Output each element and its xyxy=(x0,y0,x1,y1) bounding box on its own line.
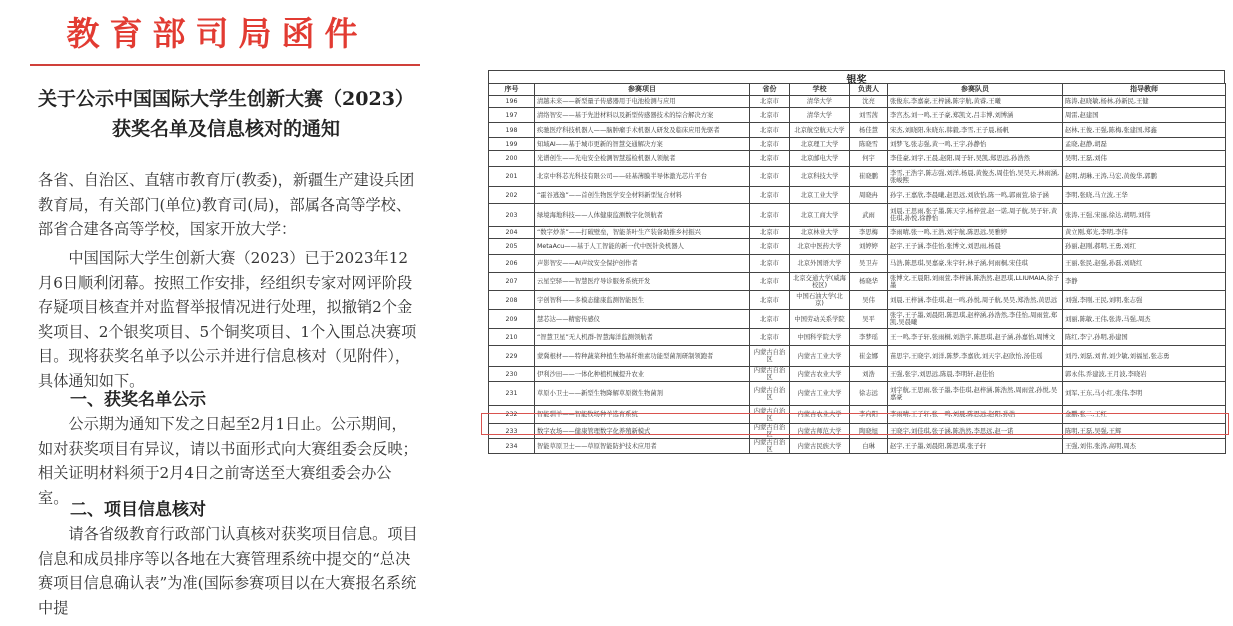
table-cell: 刘晨,王梓涵,李佳琪,赵一鸣,孙悦,周子航,吴昊,郑浩然,黄思远 xyxy=(888,291,1063,310)
table-cell: 内蒙古工业大学 xyxy=(790,382,850,406)
table-cell: 北京邮电大学 xyxy=(790,151,850,167)
table-caption: 银奖 xyxy=(488,70,1225,83)
table-cell: 内蒙古农业大学 xyxy=(790,367,850,382)
table-cell: 光谱创生——光电安全检测智慧巡检机器人领航者 xyxy=(535,151,750,167)
table-cell: 吴卫卉 xyxy=(850,255,888,273)
table-cell: 宋杰,刘晓阳,朱晓东,韩毅,李雪,王子晨,杨帆 xyxy=(888,123,1063,138)
table-cell: 199 xyxy=(489,138,535,151)
table-cell: 207 xyxy=(489,273,535,291)
table-cell: 中国石油大学(北京) xyxy=(790,291,850,310)
table-cell: 周雷,赵建国 xyxy=(1063,108,1226,123)
table-cell: 清越未来——新型量子传感器用于电池检测与应用 xyxy=(535,96,750,108)
table-cell: 孟晓,赵静,胡磊 xyxy=(1063,138,1226,151)
table-cell: 北京科技大学 xyxy=(790,167,850,187)
table-cell: 刘丹,刘磊,刘青,刘少敏,刘福星,张志勇 xyxy=(1063,346,1226,367)
table-cell: 赵明,胡琳,王涛,马宏,黄俊华,郭鹏 xyxy=(1063,167,1226,187)
addressee-paragraph: 各省、自治区、直辖市教育厅(教委)，新疆生产建设兵团教育局，有关部门(单位)教育司(局)，部属各高等学校、部省合建各高等学校，国家开放大学： xyxy=(38,171,415,238)
table-cell: 北京市 xyxy=(750,167,790,187)
table-cell: 疾驰医疗科技机器人——脑肿瘤手术机器人研发及临床应用先驱者 xyxy=(535,123,750,138)
table-cell: 李思梅 xyxy=(850,227,888,239)
table-cell: 北京市 xyxy=(750,204,790,227)
table-cell: 陈明,王磊,吴强,王辉 xyxy=(1063,424,1226,439)
table-row xyxy=(489,108,1226,123)
table-cell: 231 xyxy=(489,382,535,406)
table-cell: 李雨晴,张一鸣,王浩,刘宇航,陈思远,吴雅婷 xyxy=(888,227,1063,239)
table-cell: 李明,张晓,马立波,王华 xyxy=(1063,187,1226,204)
table-cell: 李梦瑶 xyxy=(850,329,888,346)
table-cell: 209 xyxy=(489,310,535,329)
table-row xyxy=(489,239,1226,255)
table-cell: 北京工业大学 xyxy=(790,187,850,204)
table-cell: 陶晓旭 xyxy=(850,424,888,439)
table-cell: 王晓宇,刘佳琪,张子涵,陈浩然,李思远,赵一诺 xyxy=(888,424,1063,439)
table-cell: 206 xyxy=(489,255,535,273)
table-cell: 吴平 xyxy=(850,310,888,329)
column-header: 参赛队员 xyxy=(888,84,1063,96)
table-cell: 北京市 xyxy=(750,187,790,204)
table-cell: 知域AI——基于城市更新的智慧交通解决方案 xyxy=(535,138,750,151)
table-cell: 202 xyxy=(489,187,535,204)
column-header: 序号 xyxy=(489,84,535,96)
table-cell: 刘强,李刚,王民,刘明,张志强 xyxy=(1063,291,1226,310)
table-cell: 张宇,王子墨,刘晨阳,陈思琪,赵梓涵,孙浩然,李佳怡,周雨萱,郑凯,吴晨曦 xyxy=(888,310,1063,329)
notice-title xyxy=(26,84,426,144)
table-row xyxy=(489,255,1226,273)
table-cell: 清华大学 xyxy=(790,108,850,123)
table-cell: 张博文,王晨阳,刘雨萱,李梓涵,陈浩然,赵思琪,LLIUMAIA,徐子墨 xyxy=(888,273,1063,291)
table-cell: 北京市 xyxy=(750,138,790,151)
table-cell: “智慧卫星”无人机群-智慧海洋监测领航者 xyxy=(535,329,750,346)
table-cell: 孙宇,王嘉欣,李晨曦,赵思远,刘欣怡,陈一鸣,郭雨萱,徐子涵 xyxy=(888,187,1063,204)
table-cell: 刘晨,王思雨,张子墨,陈天宇,杨梓萱,赵一诺,周子航,吴子轩,黄佳琪,孙悦,徐静怡 xyxy=(888,204,1063,227)
table-cell: 北京市 xyxy=(750,310,790,329)
table-cell: 周晓冉 xyxy=(850,187,888,204)
publicity-paragraph: 公示期为通知下发之日起至2月1日止。公示期间，如对获奖项目有异议，请以书面形式向大赛组委会反映；相关证明材料须于2月4日之前寄送至大赛组委会办公室。 xyxy=(38,415,418,507)
title-line-1: 关于公示中国国际大学生创新大赛（2023） xyxy=(38,88,414,110)
table-cell: 杨晓华 xyxy=(850,273,888,291)
table-cell: 刘梦飞,张志强,黄一鸣,王宇,孙静怡 xyxy=(888,138,1063,151)
table-cell: 陈涛,赵晓敏,杨林,孙新民,王健 xyxy=(1063,96,1226,108)
table-cell: 内蒙古自治区 xyxy=(750,424,790,439)
table-row xyxy=(489,273,1226,291)
table-cell: 196 xyxy=(489,96,535,108)
column-header: 参赛项目 xyxy=(535,84,750,96)
table-cell: 内蒙古自治区 xyxy=(750,406,790,424)
table-cell: 内蒙古师范大学 xyxy=(790,424,850,439)
award-list-table-panel xyxy=(488,70,1225,454)
table-cell: 伊利沙田——一体化种植机械提升农业 xyxy=(535,367,750,382)
table-cell: 210 xyxy=(489,329,535,346)
table-row xyxy=(489,204,1226,227)
table-cell: 北京市 xyxy=(750,96,790,108)
table-cell: 北京市 xyxy=(750,291,790,310)
table-cell: 吴明,王磊,刘伟 xyxy=(1063,151,1226,167)
table-cell: 内蒙古自治区 xyxy=(750,367,790,382)
table-cell: 郭永伟,乔建波,王月波,李晓岩 xyxy=(1063,367,1226,382)
table-row xyxy=(489,329,1226,346)
table-cell: 230 xyxy=(489,367,535,382)
verification-paragraph: 请各省级教育行政部门认真核对获奖项目信息。项目信息和成员排序等以各地在大赛管理系统中提交的“总决赛项目信息确认表”为准(国际参赛项目以在大赛报名系统中提 xyxy=(38,525,418,617)
table-row xyxy=(489,151,1226,167)
table-cell: 北京交通大学(威海校区) xyxy=(790,273,850,291)
table-cell: 王强,刘伟,张涛,高明,周杰 xyxy=(1063,439,1226,454)
table-cell: 232 xyxy=(489,406,535,424)
table-cell: 武雨 xyxy=(850,204,888,227)
table-cell: 马浩,陈思琪,吴嘉豪,朱宇轩,林子涵,何雨桐,宋佳琪 xyxy=(888,255,1063,273)
table-cell: 孙丽,赵刚,郝明,王勇,刘红 xyxy=(1063,239,1226,255)
table-cell: 草原小卫士——新型生物降解草原微生物菌剂 xyxy=(535,382,750,406)
table-cell: 北京林业大学 xyxy=(790,227,850,239)
table-cell: 内蒙古工业大学 xyxy=(790,346,850,367)
table-cell: 赵宇,王子墨,刘晨阳,陈思琪,张子轩 xyxy=(888,439,1063,454)
intro-paragraph: 中国国际大学生创新大赛（2023）已于2023年12月6日顺利闭幕。按照工作安排，经组织专家对网评阶段存疑项目核查并对监督举报情况进行处理，拟撤销2个金奖项目、2个银奖项目、5个铜奖项目、1个入围总决赛项目。现将获奖名单予以公示并进行信息核对（见附件），具体通知如下。 xyxy=(38,249,417,390)
table-cell: 北京航空航天大学 xyxy=(790,123,850,138)
table-row xyxy=(489,439,1226,454)
table-cell: 李向阳 xyxy=(850,406,888,424)
table-row xyxy=(489,96,1226,108)
table-cell: 北京市 xyxy=(750,273,790,291)
table-cell: 201 xyxy=(489,167,535,187)
table-cell: 清络智安——基于先进材料以及新型传感器技术的综合解决方案 xyxy=(535,108,750,123)
table-cell: 李雨晴,王子轩,张一鸣,刘晨,陈思远,赵阳,孙浩 xyxy=(888,406,1063,424)
table-cell: 宇创智科——多模态健康监测智能医生 xyxy=(535,291,750,310)
table-cell: “数字炒茶”——打破壁垒，智能茶叶生产装备助推乡村振兴 xyxy=(535,227,750,239)
table-cell: 陈晓雪 xyxy=(850,138,888,151)
table-cell: 北京中科芯光科技有限公司——硅基薄膜半导体激光芯片平台 xyxy=(535,167,750,187)
table-cell: 中国科学院大学 xyxy=(790,329,850,346)
section-heading-1: 一、获奖名单公示 xyxy=(70,390,206,410)
table-cell: 苗思宇,王晓宇,刘洋,陈梦,李嘉欣,刘天宇,赵欣怡,汤佳瑶 xyxy=(888,346,1063,367)
table-cell: 李佳豪,刘宇,王晨,赵阳,周子轩,吴凯,郑思远,孙浩然 xyxy=(888,151,1063,167)
table-cell: 赵林,王俊,王强,陈梅,张建国,郑鑫 xyxy=(1063,123,1226,138)
table-cell: 北京市 xyxy=(750,255,790,273)
notice-document xyxy=(0,0,440,626)
table-cell: 黄立刚,郑光,李明,李伟 xyxy=(1063,227,1226,239)
table-cell: 刘婷婷 xyxy=(850,239,888,255)
table-cell: “霍谷逃逸”——首创生物医学安全材料新型复合材料 xyxy=(535,187,750,204)
header-divider xyxy=(30,64,420,66)
table-cell: 白琳 xyxy=(850,439,888,454)
table-cell: 197 xyxy=(489,108,535,123)
column-header: 指导教师 xyxy=(1063,84,1226,96)
table-cell: 北京市 xyxy=(750,329,790,346)
table-cell: 张涛,王强,宋丽,徐达,胡明,刘伟 xyxy=(1063,204,1226,227)
table-cell: 北京市 xyxy=(750,239,790,255)
table-cell: 李雪,王浩宇,陈志强,刘洋,杨晨,黄俊杰,周佳怡,吴昊天,林雨涵,张峻熙 xyxy=(888,167,1063,187)
table-cell: 刘军,王东,马小红,张伟,李明 xyxy=(1063,382,1226,406)
table-cell: 北京市 xyxy=(750,123,790,138)
table-cell: 张俊东,李嘉豪,王梓涵,陈宇航,黄睿,王曦 xyxy=(888,96,1063,108)
table-cell: 刘雪茜 xyxy=(850,108,888,123)
table-cell: 智能草原卫士——草原智能防护技术应用者 xyxy=(535,439,750,454)
table-row xyxy=(489,310,1226,329)
table-row xyxy=(489,291,1226,310)
table-cell: 崔晓鹏 xyxy=(850,167,888,187)
title-line-2: 获奖名单及信息核对的通知 xyxy=(111,118,340,140)
table-body xyxy=(489,96,1226,454)
masthead: 教育部司局函件 xyxy=(66,14,368,53)
table-cell: 203 xyxy=(489,204,535,227)
column-header: 学校 xyxy=(790,84,850,96)
table-row xyxy=(489,167,1226,187)
table-row xyxy=(489,227,1226,239)
table-cell: 沈亮 xyxy=(850,96,888,108)
table-cell: 北京中医药大学 xyxy=(790,239,850,255)
table-cell: 北京市 xyxy=(750,108,790,123)
table-cell: 赵宇,王子涵,李佳怡,张博文,刘思雨,杨晨 xyxy=(888,239,1063,255)
table-cell: 陈红,李宁,孙明,孙建国 xyxy=(1063,329,1226,346)
table-cell: 数字农场——健康管理数字化养殖新模式 xyxy=(535,424,750,439)
table-cell: 王强,张宇,刘思远,陈晨,李明轩,赵佳怡 xyxy=(888,367,1063,382)
table-cell: 智能驯羊——智能牧场种羊选育系统 xyxy=(535,406,750,424)
table-cell: 吴伟 xyxy=(850,291,888,310)
table-cell: 慧芯达——精密传感仪 xyxy=(535,310,750,329)
table-cell: 杨佳慧 xyxy=(850,123,888,138)
table-cell: 徐志远 xyxy=(850,382,888,406)
highlight-box xyxy=(481,413,1229,435)
table-cell: 绿境海地科技——人体健康监测数字化领航者 xyxy=(535,204,750,227)
table-cell: 王丽,张民,赵强,孙磊,刘晓红 xyxy=(1063,255,1226,273)
table-cell: 金鹏,张二,王红 xyxy=(1063,406,1226,424)
table-cell: 内蒙古自治区 xyxy=(750,382,790,406)
table-cell: 北京外国语大学 xyxy=(790,255,850,273)
table-cell: 内蒙古农业大学 xyxy=(790,406,850,424)
table-cell: 234 xyxy=(489,439,535,454)
table-cell: 中国劳动关系学院 xyxy=(790,310,850,329)
table-cell: 崔金娜 xyxy=(850,346,888,367)
table-cell: 205 xyxy=(489,239,535,255)
award-table xyxy=(488,83,1226,454)
table-cell: 北京市 xyxy=(750,151,790,167)
table-cell: 蒙冀根材——特种蔬菜种植生物基纤维素功能型菌剂研制领跑者 xyxy=(535,346,750,367)
table-cell: 内蒙古自治区 xyxy=(750,439,790,454)
table-row xyxy=(489,138,1226,151)
table-row xyxy=(489,382,1226,406)
table-row xyxy=(489,346,1226,367)
column-header: 负责人 xyxy=(850,84,888,96)
table-cell: 198 xyxy=(489,123,535,138)
table-cell: 233 xyxy=(489,424,535,439)
table-cell: 内蒙古自治区 xyxy=(750,346,790,367)
table-cell: 北京工商大学 xyxy=(790,204,850,227)
table-cell: 李静 xyxy=(1063,273,1226,291)
table-cell: 229 xyxy=(489,346,535,367)
table-cell: 北京理工大学 xyxy=(790,138,850,151)
table-cell: 刘宇航,王思雨,张子墨,李佳琪,赵梓涵,陈浩然,周雨萱,孙悦,吴嘉豪 xyxy=(888,382,1063,406)
table-cell: 北京市 xyxy=(750,227,790,239)
table-cell: 声影智安——AI声纹安全保护创作者 xyxy=(535,255,750,273)
table-cell: 刘浩 xyxy=(850,367,888,382)
table-cell: 清华大学 xyxy=(790,96,850,108)
table-row xyxy=(489,187,1226,204)
table-cell: 王一鸣,李子轩,张雨桐,刘浩宇,陈思琪,赵子涵,孙嘉怡,周博文 xyxy=(888,329,1063,346)
column-header: 省份 xyxy=(750,84,790,96)
table-row xyxy=(489,367,1226,382)
table-cell: 内蒙古民族大学 xyxy=(790,439,850,454)
table-row xyxy=(489,123,1226,138)
table-cell: 何宇 xyxy=(850,151,888,167)
table-cell: 李宫杰,刘一鸣,王子豪,郑凯文,吕丰博,刘博涵 xyxy=(888,108,1063,123)
table-cell: 刘丽,陈敏,王伟,张涛,马强,周杰 xyxy=(1063,310,1226,329)
table-cell: MetaAcu——基于人工智能的新一代中医针灸机器人 xyxy=(535,239,750,255)
table-cell: 200 xyxy=(489,151,535,167)
table-cell: 云星空驿——智慧医疗导诊服务系统开发 xyxy=(535,273,750,291)
table-cell: 208 xyxy=(489,291,535,310)
section-heading-2: 二、项目信息核对 xyxy=(70,500,206,520)
table-cell: 204 xyxy=(489,227,535,239)
